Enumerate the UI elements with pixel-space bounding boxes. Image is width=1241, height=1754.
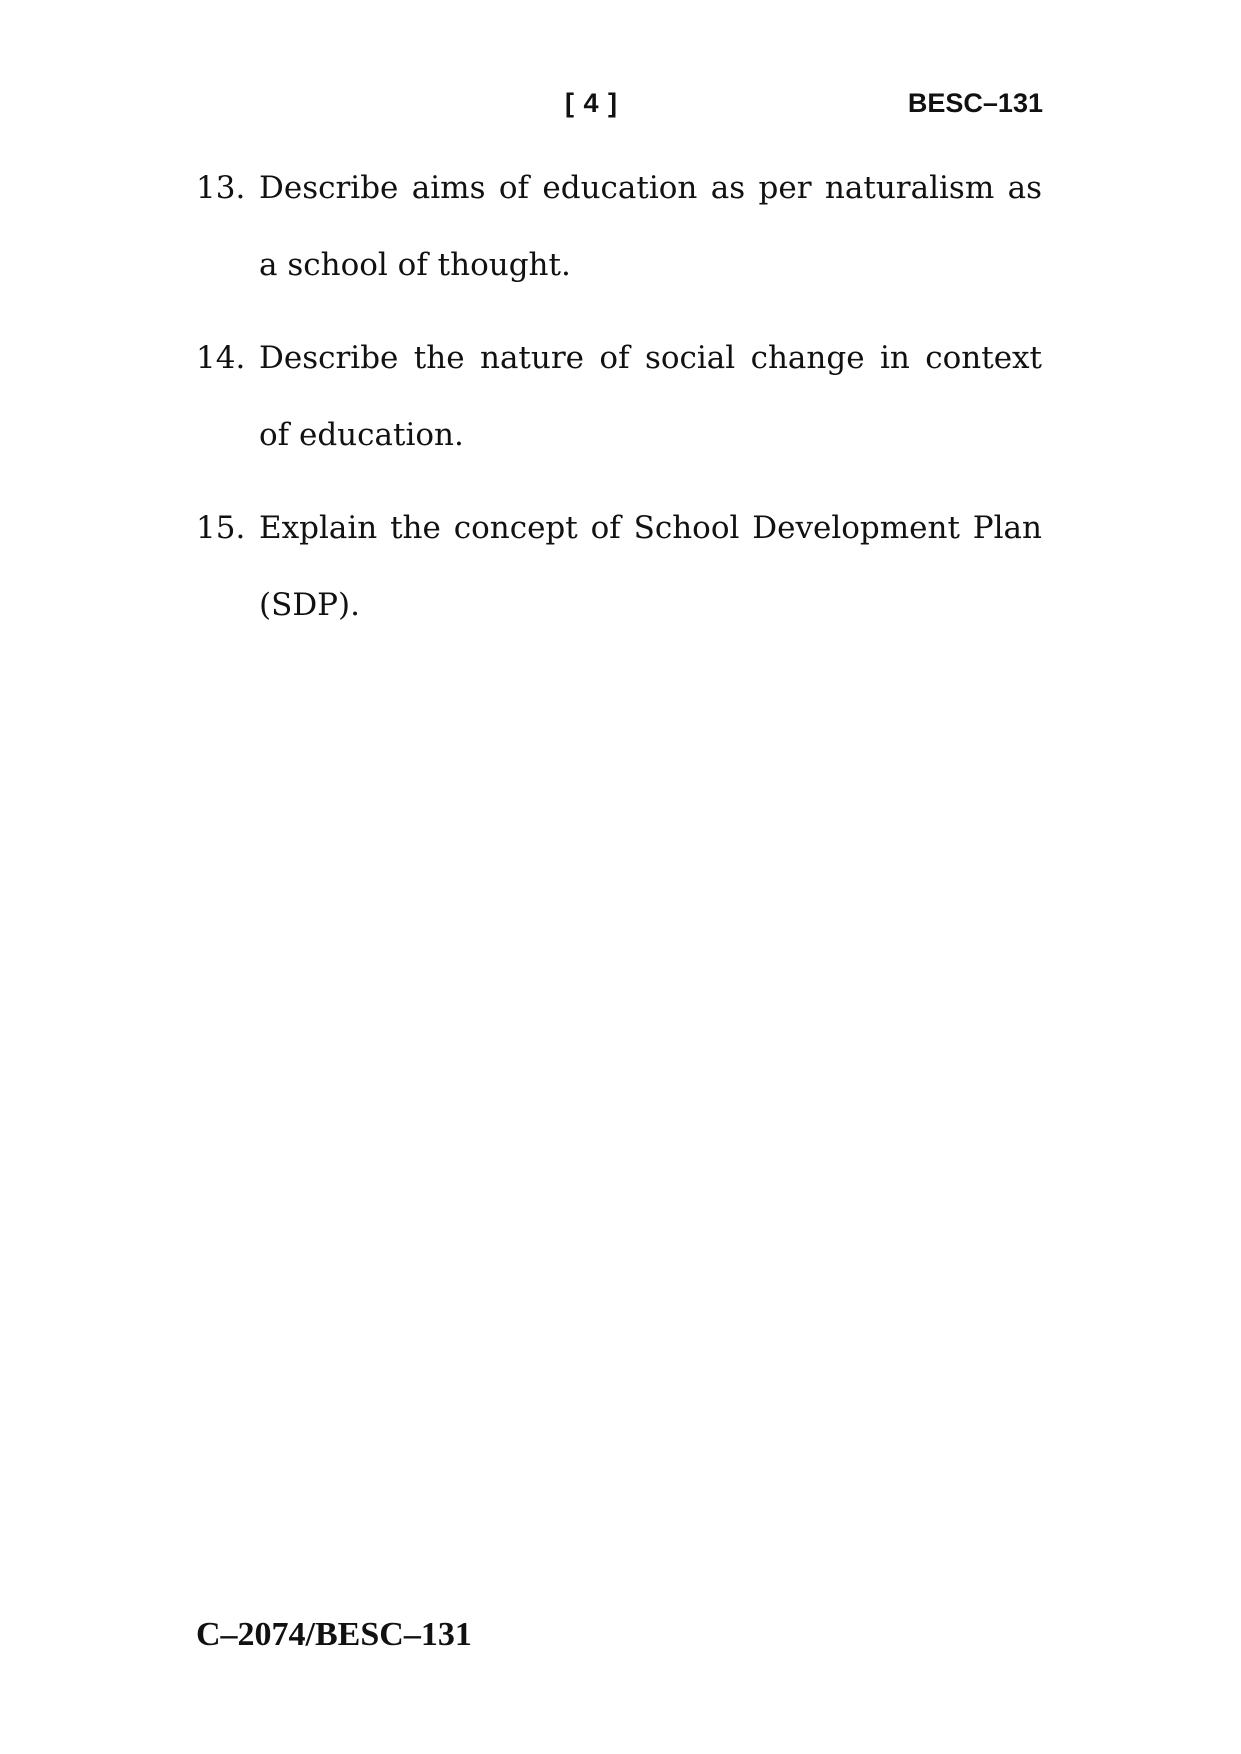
paper-code: BESC–131	[907, 88, 1043, 118]
question-number: 15.	[196, 510, 246, 546]
question-list	[196, 150, 1042, 660]
question-text: Describe the nature of social change in context of education.	[259, 340, 1042, 453]
question-15	[196, 490, 1042, 644]
question-text: Explain the concept of School Development Plan (SDP).	[259, 510, 1042, 623]
question-number: 13.	[196, 170, 246, 206]
question-14	[196, 320, 1042, 474]
page-number: [ 4 ]	[565, 88, 619, 118]
question-13	[196, 150, 1042, 304]
question-text: Describe aims of education as per naturalism as a school of thought.	[259, 170, 1042, 283]
footer-code: C–2074/BESC–131	[196, 1616, 472, 1653]
question-number: 14.	[196, 340, 246, 376]
